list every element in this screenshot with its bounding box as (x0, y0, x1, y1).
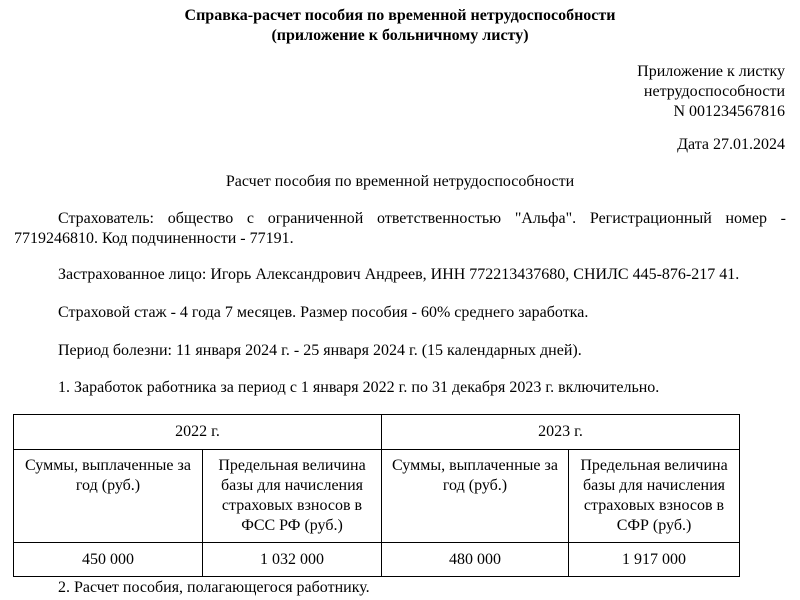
section-heading: Расчет пособия по временной нетрудоспособности (225, 173, 575, 190)
annex-line-1: Приложение к листку (637, 63, 785, 80)
document-date: Дата 27.01.2024 (677, 136, 785, 153)
table-row-values (14, 543, 740, 577)
experience-paragraph: Страховой стаж - 4 года 7 месяцев. Размер пособия - 60% среднего заработка. (58, 304, 589, 321)
value-paid-2023: 480 000 (382, 543, 569, 577)
calc-paragraph: 2. Расчет пособия, полагающегося работнику. (58, 579, 370, 596)
annex-block (637, 62, 785, 122)
value-limit-2023: 1 917 000 (569, 543, 740, 577)
header-paid-2023: Суммы, выплаченные за год (руб.) (382, 450, 569, 543)
year-cell-2022: 2022 г. (14, 415, 382, 450)
table-row-years (14, 415, 740, 450)
insured-paragraph: Застрахованное лицо: Игорь Александрович Андреев, ИНН 772213437680, СНИЛС 445-876-217 41. (58, 266, 740, 283)
insurer-paragraph: Страхователь: общество с ограниченной ответственностью "Альфа". Регистрационный номер - 7719246810. Код подчиненности - 77191. (14, 210, 786, 247)
earnings-table (13, 414, 740, 577)
period-paragraph: Период болезни: 11 января 2024 г. - 25 января 2024 г. (15 календарных дней). (58, 342, 582, 359)
value-limit-2022: 1 032 000 (203, 543, 382, 577)
header-limit-2022: Предельная величина базы для начисления страховых взносов в ФСС РФ (руб.) (203, 450, 382, 543)
annex-line-2: нетрудоспособности (643, 83, 785, 100)
year-cell-2023: 2023 г. (382, 415, 740, 450)
earnings-paragraph: 1. Заработок работника за период с 1 января 2022 г. по 31 декабря 2023 г. включительно. (58, 379, 660, 396)
header-paid-2022: Суммы, выплаченные за год (руб.) (14, 450, 203, 543)
document-title (0, 6, 800, 46)
sick-leave-number: N 001234567816 (673, 103, 785, 120)
title-line-1: Справка-расчет пособия по временной нетрудоспособности (184, 7, 616, 24)
value-paid-2022: 450 000 (14, 543, 203, 577)
title-line-2: (приложение к больничному листу) (271, 27, 529, 44)
header-limit-2023: Предельная величина базы для начисления страховых взносов в СФР (руб.) (569, 450, 740, 543)
table-row-headers (14, 450, 740, 543)
